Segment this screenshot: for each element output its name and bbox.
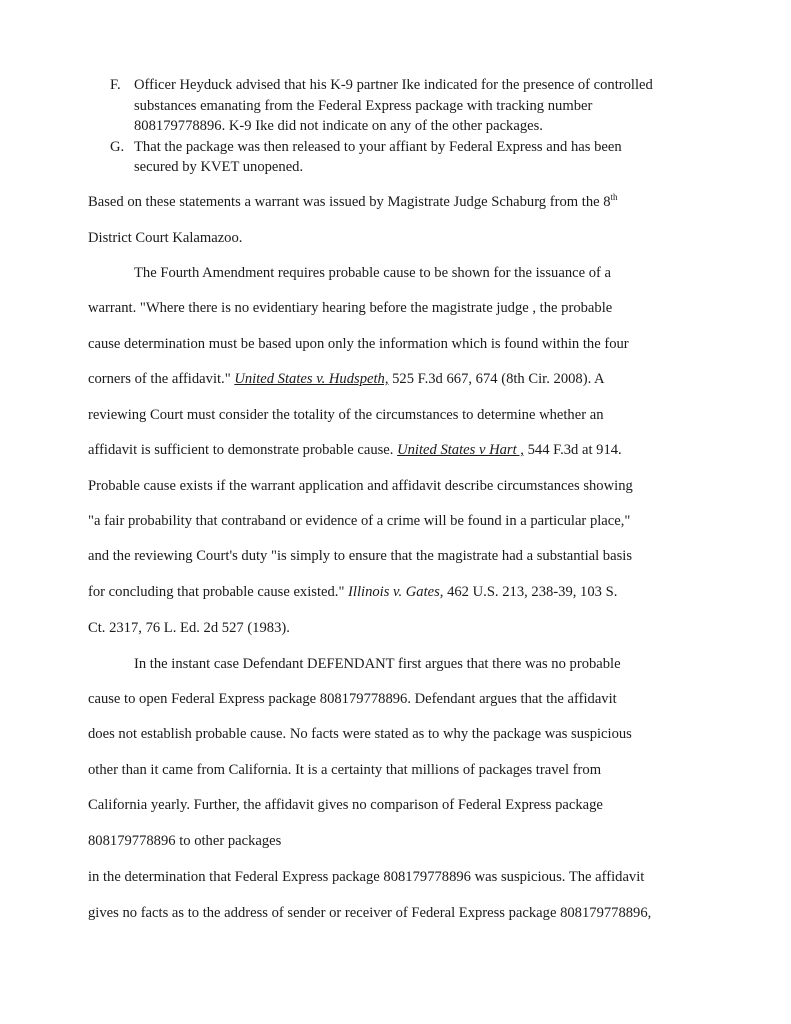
list-item-f (88, 75, 688, 137)
list-item-g (88, 137, 688, 178)
paragraph-line (88, 369, 698, 389)
paragraph-line: District Court Kalamazoo. (88, 230, 243, 246)
paragraph-line: cause to open Federal Express package 808179778896. Defendant argues that the affidavit (88, 691, 617, 707)
ordinal-superscript: th (610, 192, 618, 203)
paragraph-line: 808179778896 to other packages (88, 833, 282, 849)
line-text: 525 F.3d 667, 674 (8th Cir. 2008). A (388, 371, 605, 387)
line-text: 544 F.3d at 914. (523, 442, 622, 458)
paragraph-line: and the reviewing Court's duty "is simply to ensure that the magistrate had a substantial basis (88, 548, 632, 564)
paragraph-line: "a fair probability that contraband or evidence of a crime will be found in a particular place," (88, 513, 631, 529)
list-line: Officer Heyduck advised that his K-9 partner Ike indicated for the presence of controlled (134, 77, 653, 93)
paragraph-line (88, 440, 698, 460)
paragraph-line: In the instant case Defendant DEFENDANT first argues that there was no probable (134, 656, 621, 672)
list-line: secured by KVET unopened. (134, 159, 304, 176)
list-line: That the package was then released to your affiant by Federal Express and has been (134, 138, 622, 155)
list-marker: F. (110, 77, 121, 93)
paragraph-line: Ct. 2317, 76 L. Ed. 2d 527 (1983). (88, 620, 290, 636)
paragraph-line: in the determination that Federal Express package 808179778896 was suspicious. The affidavit (88, 869, 645, 885)
line-text: affidavit is sufficient to demonstrate probable cause. (88, 442, 398, 458)
case-citation: Illinois v. Gates, (348, 584, 444, 600)
numbered-list (88, 75, 688, 178)
paragraph-line: cause determination must be based upon only the information which is found within the four (88, 336, 629, 352)
paragraph-line: other than it came from California. It is a certainty that millions of packages travel from (88, 762, 602, 778)
paragraph-line: warrant. "Where there is no evidentiary hearing before the magistrate judge , the probable (88, 300, 613, 316)
paragraph-line: The Fourth Amendment requires probable cause to be shown for the issuance of a (134, 265, 611, 281)
case-citation: United States v. Hudspeth, (234, 371, 389, 387)
line-text: Based on these statements a warrant was issued by Magistrate Judge Schaburg from the 8 (88, 194, 611, 210)
case-citation: United States v Hart , (397, 442, 524, 458)
paragraph-line: does not establish probable cause. No facts were stated as to why the package was suspicious (88, 726, 632, 742)
list-line: 808179778896. K-9 Ike did not indicate on any of the other packages. (134, 118, 543, 135)
paragraph-line (88, 192, 698, 212)
paragraph-line: reviewing Court must consider the totality of the circumstances to determine whether an (88, 407, 604, 423)
paragraph-line (88, 582, 698, 602)
paragraph-line: gives no facts as to the address of sender or receiver of Federal Express package 808179778896, (88, 905, 652, 921)
list-line: substances emanating from the Federal Express package with tracking number (134, 97, 593, 114)
paragraph-line: California yearly. Further, the affidavit gives no comparison of Federal Express package (88, 797, 603, 813)
line-text: for concluding that probable cause existed." (88, 584, 349, 600)
list-marker: G. (110, 138, 125, 155)
line-text: 462 U.S. 213, 238-39, 103 S. (443, 584, 618, 600)
line-text: corners of the affidavit." (88, 371, 235, 387)
paragraph-line: Probable cause exists if the warrant application and affidavit describe circumstances showing (88, 478, 633, 494)
